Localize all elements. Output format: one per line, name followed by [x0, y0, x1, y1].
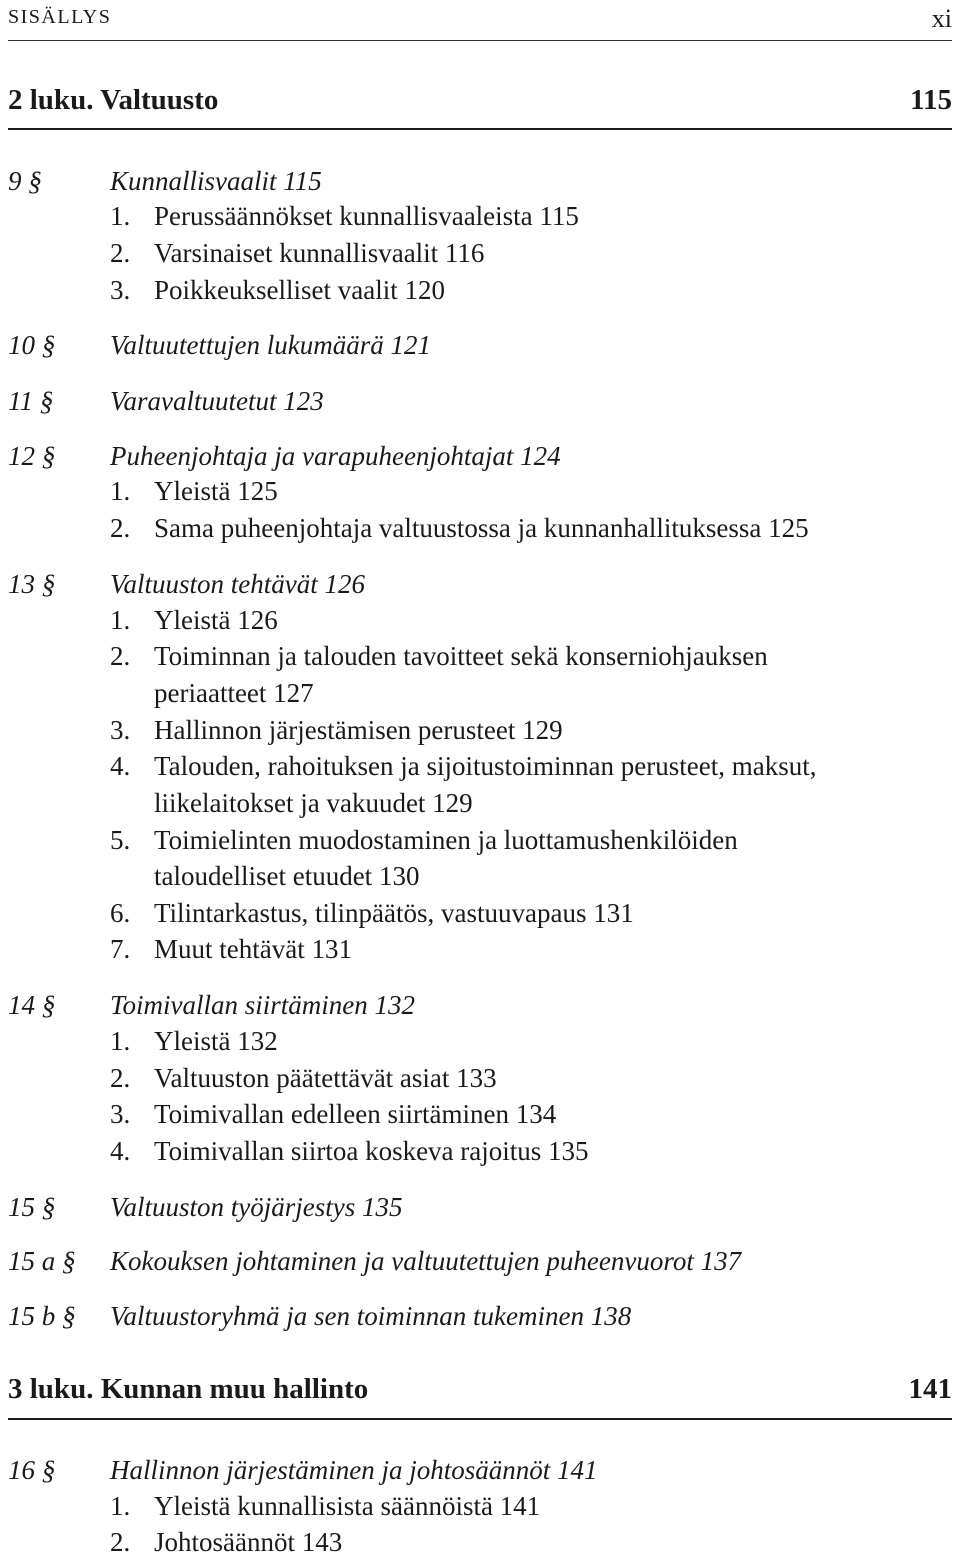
- item-text: Toimielinten muodostaminen ja luottamushenkilöiden: [154, 825, 738, 855]
- item-text: Valtuuston päätettävät asiat 133: [154, 1063, 497, 1093]
- section-number: 16 §: [8, 1455, 56, 1485]
- toc-item[interactable]: [110, 641, 768, 672]
- section-title: Valtuustoryhmä ja sen toiminnan tukeminen 138: [110, 1301, 632, 1331]
- chapter-page: 115: [910, 84, 952, 116]
- section-number: 15 b §: [8, 1301, 76, 1331]
- toc-item[interactable]: [110, 715, 563, 746]
- section-title: Puheenjohtaja ja varapuheenjohtajat 124: [110, 441, 561, 471]
- toc-item[interactable]: [110, 751, 817, 782]
- toc-item[interactable]: [110, 1527, 342, 1558]
- item-text: Yleistä 125: [154, 476, 278, 506]
- toc-item[interactable]: [110, 238, 484, 269]
- item-number: 3.: [110, 1099, 131, 1129]
- chapter-title: 2 luku. Valtuusto: [8, 84, 219, 116]
- item-number: 5.: [110, 825, 131, 855]
- toc-item[interactable]: [110, 1491, 540, 1522]
- item-number: 1.: [110, 1026, 131, 1056]
- toc-item[interactable]: [110, 825, 738, 856]
- item-number: 1.: [110, 476, 131, 506]
- section-title: Kokouksen johtaminen ja valtuutettujen puheenvuorot 137: [110, 1246, 742, 1276]
- toc-item[interactable]: [110, 605, 278, 636]
- section-title: Toimivallan siirtäminen 132: [110, 990, 416, 1020]
- item-number: 3.: [110, 715, 131, 745]
- toc-item[interactable]: [110, 1026, 278, 1057]
- section-number: 15 §: [8, 1192, 56, 1222]
- section-number: 9 §: [8, 166, 42, 196]
- item-text: Toimivallan edelleen siirtäminen 134: [154, 1099, 557, 1129]
- section-number: 10 §: [8, 330, 56, 360]
- section-title: Valtuutettujen lukumäärä 121: [110, 330, 431, 360]
- item-text: Yleistä 126: [154, 605, 278, 635]
- item-text: Muut tehtävät 131: [154, 934, 352, 964]
- item-number: 7.: [110, 934, 131, 964]
- toc-item[interactable]: [110, 1099, 556, 1130]
- running-header: [8, 4, 952, 36]
- toc-item[interactable]: [110, 201, 579, 232]
- section-title: Valtuuston työjärjestys 135: [110, 1192, 403, 1222]
- toc-item[interactable]: [110, 476, 278, 507]
- toc-item-continuation: taloudelliset etuudet 130: [154, 861, 420, 891]
- item-number: 2.: [110, 1527, 131, 1557]
- section-title: Varavaltuutetut 123: [110, 386, 324, 416]
- chapter-rule: [8, 128, 952, 130]
- item-number: 2.: [110, 641, 131, 671]
- section-title: Valtuuston tehtävät 126: [110, 569, 365, 599]
- chapter-title: 3 luku. Kunnan muu hallinto: [8, 1373, 369, 1405]
- toc-item[interactable]: [110, 934, 352, 965]
- header-section-title: SISÄLLYS: [8, 6, 112, 28]
- header-page-number: xi: [931, 4, 952, 33]
- item-number: 4.: [110, 751, 131, 781]
- item-text: Yleistä 132: [154, 1026, 278, 1056]
- item-number: 6.: [110, 898, 131, 928]
- item-number: 3.: [110, 275, 131, 305]
- item-number: 1.: [110, 1491, 131, 1521]
- item-number: 1.: [110, 201, 131, 231]
- item-text: Toiminnan ja talouden tavoitteet sekä konserniohjauksen: [154, 641, 768, 671]
- section-number: 13 §: [8, 569, 56, 599]
- item-number: 2.: [110, 513, 131, 543]
- item-number: 2.: [110, 1063, 131, 1093]
- toc-item[interactable]: [110, 513, 809, 544]
- toc-item-continuation: liikelaitokset ja vakuudet 129: [154, 788, 473, 818]
- item-text: Varsinaiset kunnallisvaalit 116: [154, 238, 485, 268]
- item-text: Tilintarkastus, tilinpäätös, vastuuvapaus 131: [154, 898, 634, 928]
- section-number: 12 §: [8, 441, 56, 471]
- toc-item-continuation: periaatteet 127: [154, 678, 314, 708]
- chapter-page: 141: [908, 1373, 952, 1405]
- section-title: Hallinnon järjestäminen ja johtosäännöt 141: [110, 1455, 598, 1485]
- item-text: Talouden, rahoituksen ja sijoitustoiminnan perusteet, maksut,: [154, 751, 817, 781]
- item-number: 4.: [110, 1136, 131, 1166]
- section-number: 11 §: [8, 386, 54, 416]
- toc-item[interactable]: [110, 1136, 589, 1167]
- item-text: Perussäännökset kunnallisvaaleista 115: [154, 201, 579, 231]
- item-text: Hallinnon järjestämisen perusteet 129: [154, 715, 563, 745]
- toc-item[interactable]: [110, 1063, 497, 1094]
- section-number: 14 §: [8, 990, 56, 1020]
- item-text: Yleistä kunnallisista säännöistä 141: [154, 1491, 541, 1521]
- chapter-rule: [8, 1418, 952, 1420]
- toc-item[interactable]: [110, 275, 445, 306]
- section-title: Kunnallisvaalit 115: [110, 166, 322, 196]
- toc-item[interactable]: [110, 898, 634, 929]
- chapter-heading[interactable]: [8, 1373, 952, 1413]
- item-text: Poikkeukselliset vaalit 120: [154, 275, 445, 305]
- item-text: Johtosäännöt 143: [154, 1527, 343, 1557]
- section-number: 15 a §: [8, 1246, 76, 1276]
- header-rule: [8, 40, 952, 41]
- item-text: Sama puheenjohtaja valtuustossa ja kunnanhallituksessa 125: [154, 513, 809, 543]
- item-number: 2.: [110, 238, 131, 268]
- item-text: Toimivallan siirtoa koskeva rajoitus 135: [154, 1136, 589, 1166]
- chapter-heading[interactable]: [8, 84, 952, 124]
- item-number: 1.: [110, 605, 131, 635]
